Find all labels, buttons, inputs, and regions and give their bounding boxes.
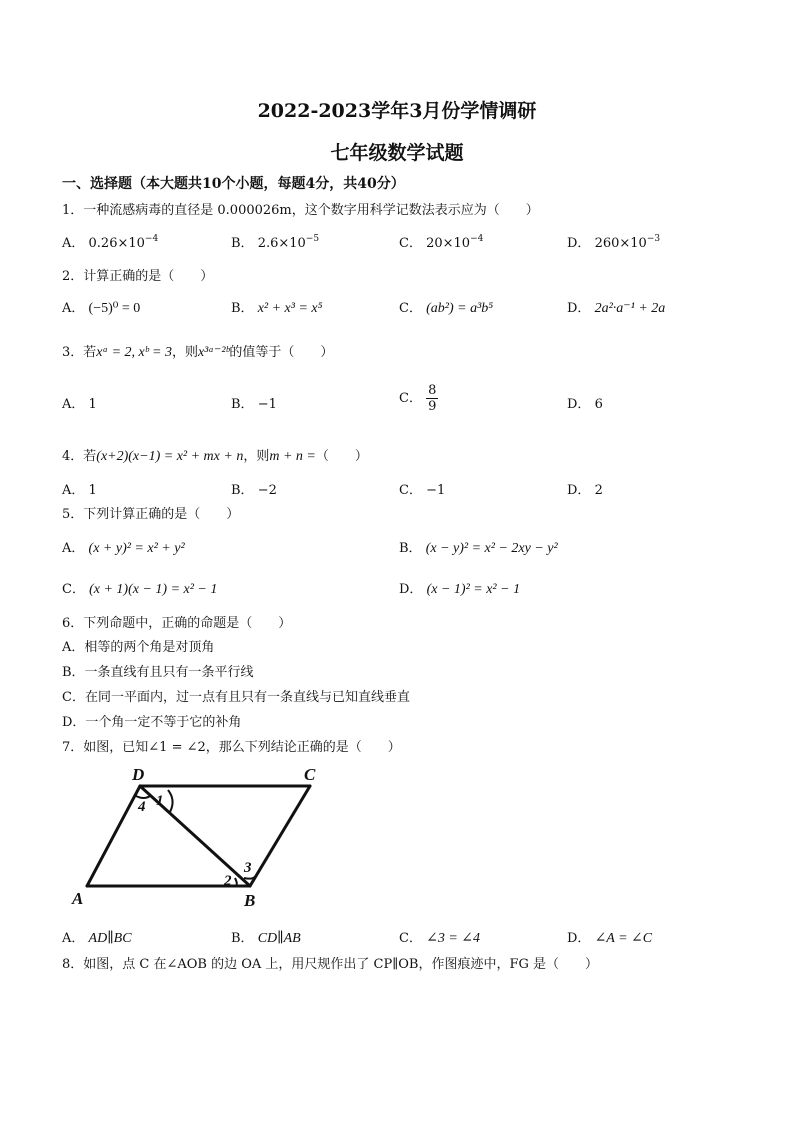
q1-option-d: D． $260\times 10^{-3}$	[567, 234, 661, 251]
question-5-stem: 5．下列计算正确的是（ ）	[62, 507, 240, 522]
question-7-stem: 7．如图，已知∠1 = ∠2，那么下列结论正确的是（ ）	[62, 740, 401, 755]
q7-option-b: B． CD∥AB	[231, 931, 301, 946]
exam-subtitle: 七年级数学试题	[330, 142, 464, 164]
q2-option-c: C． (ab²) = a³b⁵	[399, 301, 494, 316]
q4-option-c: C． −1	[399, 483, 446, 498]
q6-option-c: C．在同一平面内，过一点有且只有一条直线与已知直线垂直	[62, 690, 410, 705]
label-angle-2: 2	[224, 873, 232, 889]
segment-da	[87, 786, 140, 886]
question-1-stem: 1．一种流感病毒的直径是 0.000026m，这个数字用科学记数法表示应为（ ）	[62, 203, 539, 218]
q5-option-a: A． (x + y)² = x² + y²	[62, 541, 185, 556]
q6-option-a: A．相等的两个角是对顶角	[62, 640, 215, 655]
question-3-stem: 3．若xᵃ = 2, xᵇ = 3，则x³ᵃ⁻²ᵇ的值等于（ ）	[62, 345, 334, 360]
q5-option-d: D． (x − 1)² = x² − 1	[399, 582, 521, 597]
parallelogram-figure	[60, 760, 350, 912]
q4-option-a: A． 1	[62, 483, 97, 498]
q3-option-c: C． $\frac{8}{9}$	[399, 383, 437, 414]
question-8-stem: 8．如图，点 C 在∠AOB 的边 OA 上，用尺规作出了 CP∥OB，作图痕迹中，FG 是（ ）	[62, 957, 598, 972]
angle-3-arc	[244, 876, 256, 879]
q4-option-d: D． 2	[567, 483, 603, 498]
q3-option-a: A． 1	[62, 397, 97, 412]
segment-cb	[250, 786, 310, 886]
q1-option-c: C． $20\times 10^{-4}$	[399, 234, 484, 251]
angle-1-arc	[168, 790, 173, 812]
q5-option-b: B． (x − y)² = x² − 2xy − y²	[399, 541, 558, 556]
section-heading: 一、选择题（本大题共10个小题，每题4分，共40分）	[62, 176, 405, 192]
label-a: A	[72, 889, 84, 908]
q6-option-b: B．一条直线有且只有一条平行线	[62, 665, 254, 680]
label-angle-3: 3	[244, 860, 252, 876]
q2-option-b: B． x² + x³ = x⁵	[231, 301, 323, 316]
label-b: B	[244, 891, 256, 910]
q2-option-a: A． (−5)⁰ = 0	[62, 301, 141, 316]
label-d: D	[132, 765, 145, 784]
q5-option-c: C． (x + 1)(x − 1) = x² − 1	[62, 582, 218, 597]
label-angle-4: 4	[138, 799, 146, 815]
q1-option-a: A． $0.26\times 10^{-4}$	[62, 234, 159, 251]
fraction: $\frac{8}{9}$	[428, 383, 437, 414]
exam-title: 2022-2023学年3月份学情调研	[257, 100, 537, 122]
question-6-stem: 6．下列命题中，正确的命题是（ ）	[62, 616, 292, 631]
label-angle-1: 1	[156, 793, 164, 809]
q2-option-d: D． 2a²·a⁻¹ + 2a	[567, 301, 666, 316]
question-2-stem: 2．计算正确的是（ ）	[62, 269, 214, 284]
q3-option-b: B． −1	[231, 397, 277, 412]
q7-option-a: A． AD∥BC	[62, 931, 132, 946]
question-4-stem: 4．若(x+2)(x−1) = x² + mx + n，则m + n =（ ）	[62, 449, 368, 464]
q7-option-c: C． ∠3 = ∠4	[399, 931, 481, 946]
q1-option-b: B． $2.6\times 10^{-5}$	[231, 234, 320, 251]
angle-4-arc	[136, 796, 150, 798]
q7-option-d: D． ∠A = ∠C	[567, 931, 653, 946]
q6-option-d: D．一个角一定不等于它的补角	[62, 715, 242, 730]
q3-option-d: D． 6	[567, 397, 603, 412]
q4-option-b: B． −2	[231, 483, 277, 498]
label-c: C	[304, 765, 316, 784]
